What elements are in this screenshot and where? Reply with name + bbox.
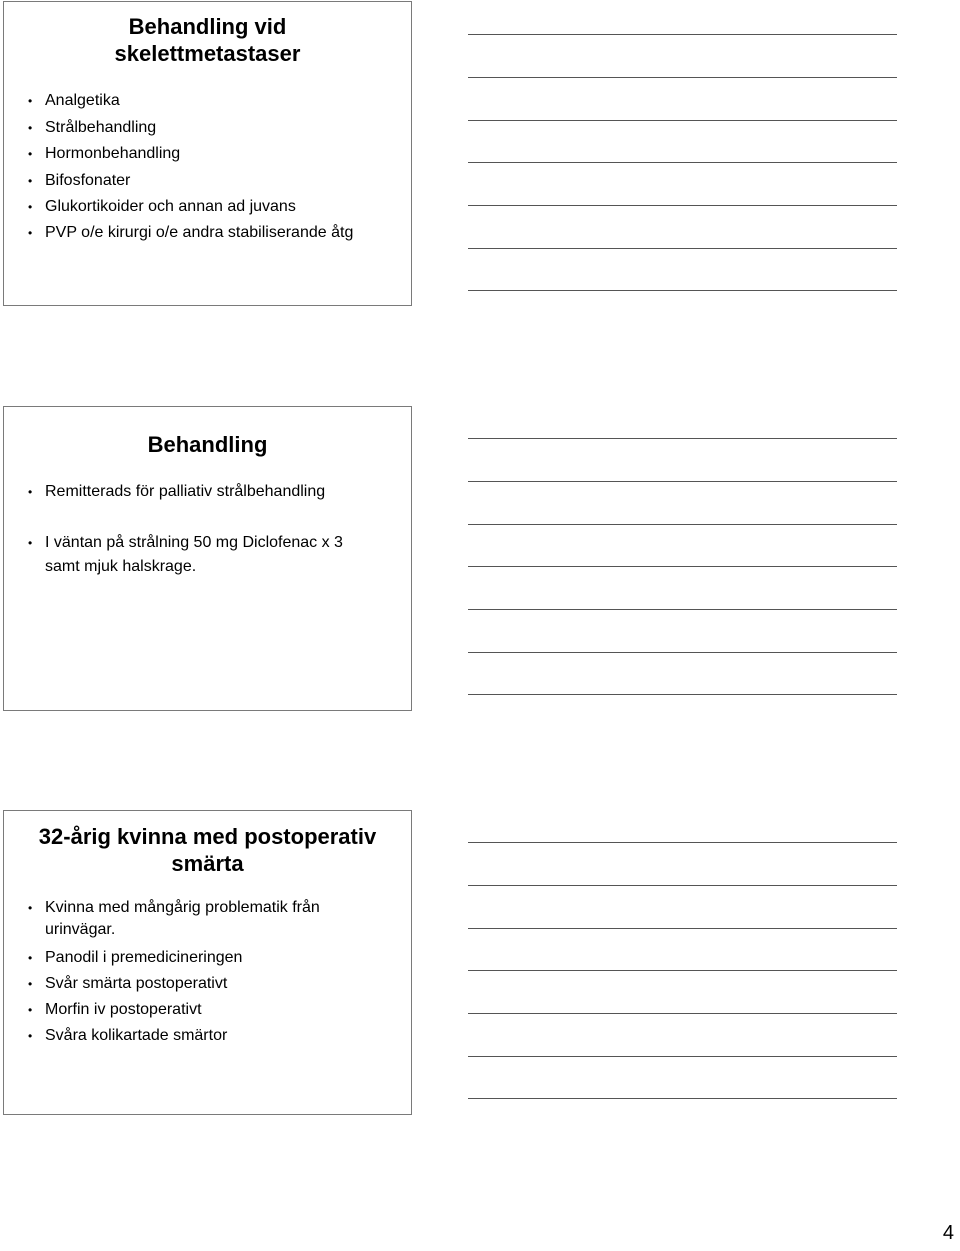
bullet-icon: • (28, 120, 33, 135)
note-line (468, 1098, 897, 1099)
bullet-icon: • (28, 1003, 33, 1017)
slide-1-title-line-2: skelettmetastaser (114, 41, 301, 66)
bullet-icon: • (28, 536, 33, 550)
bullet-icon: • (28, 173, 33, 188)
bullet-icon: • (28, 901, 33, 915)
note-line (468, 842, 897, 843)
bullet-text: Glukortikoider och annan ad juvans (45, 198, 296, 215)
bullet-text: Panodil i premedicineringen (45, 949, 243, 966)
slide-2 (3, 406, 412, 711)
note-line (468, 970, 897, 971)
slide-3-title-line-1: 32-årig kvinna med postoperativ (38, 824, 377, 849)
list-item (28, 1023, 381, 1049)
bullet-icon: • (28, 951, 33, 965)
bullet-icon: • (28, 977, 33, 991)
slide-2-title (4, 431, 411, 458)
list-item (28, 945, 381, 971)
slide-2-title-line-1: Behandling (147, 432, 268, 457)
note-line (468, 120, 897, 121)
slide-1-title (4, 13, 411, 67)
bullet-icon: • (28, 485, 33, 499)
bullet-icon: • (28, 147, 33, 161)
list-item (28, 997, 381, 1023)
list-item (28, 531, 381, 579)
bullet-text: Svår smärta postoperativt (45, 975, 228, 992)
note-line (468, 77, 897, 78)
bullet-icon: • (28, 225, 33, 240)
list-item (28, 194, 381, 221)
list-item (28, 971, 381, 997)
note-line (468, 652, 897, 653)
bullet-text: Strålbehandling (45, 118, 157, 136)
bullet-text: Analgetika (45, 92, 120, 109)
list-item (28, 168, 381, 195)
bullet-text: Morfin iv postoperativt (45, 1001, 202, 1018)
bullet-text: Bifosfonater (45, 171, 131, 189)
slide-3 (3, 810, 412, 1115)
note-line (468, 248, 897, 249)
bullet-text: PVP o/e kirurgi o/e andra stabiliserande åtg (45, 223, 354, 241)
page-number: 4 (942, 1222, 954, 1244)
slide-3-title (4, 823, 411, 877)
slide-1 (3, 1, 412, 306)
list-item (28, 115, 381, 142)
slide-3-title-line-2: smärta (171, 851, 244, 876)
bullet-text: Svåra kolikartade smärtor (45, 1027, 228, 1044)
bullet-text: Hormonbehandling (45, 145, 181, 162)
slide-3-bullet-list (28, 897, 381, 1049)
note-line (468, 162, 897, 163)
list-item (28, 141, 381, 168)
note-line (468, 1056, 897, 1057)
note-line (468, 609, 897, 610)
bullet-icon: • (28, 94, 33, 108)
bullet-icon: • (28, 1029, 33, 1043)
list-item (28, 88, 381, 115)
note-line (468, 481, 897, 482)
slide-2-bullet-list (28, 479, 381, 579)
note-line (468, 438, 897, 439)
slide-1-bullet-list (28, 88, 381, 245)
bullet-text: Kvinna med mångårig problematik från urinvägar. (45, 899, 320, 938)
list-item (28, 479, 381, 505)
list-item (28, 221, 381, 245)
note-line (468, 566, 897, 567)
bullet-text: Remitterads för palliativ strålbehandling (45, 483, 326, 500)
note-line (468, 694, 897, 695)
note-line (468, 524, 897, 525)
note-line (468, 34, 897, 35)
note-line (468, 928, 897, 929)
note-line (468, 1013, 897, 1014)
note-line (468, 205, 897, 206)
list-item (28, 897, 381, 941)
bullet-icon: • (28, 200, 33, 214)
note-line (468, 290, 897, 291)
slide-1-title-line-1: Behandling vid (128, 14, 287, 39)
bullet-text: I väntan på strålning 50 mg Diclofenac x 3 samt mjuk halskrage. (45, 534, 343, 575)
note-line (468, 885, 897, 886)
